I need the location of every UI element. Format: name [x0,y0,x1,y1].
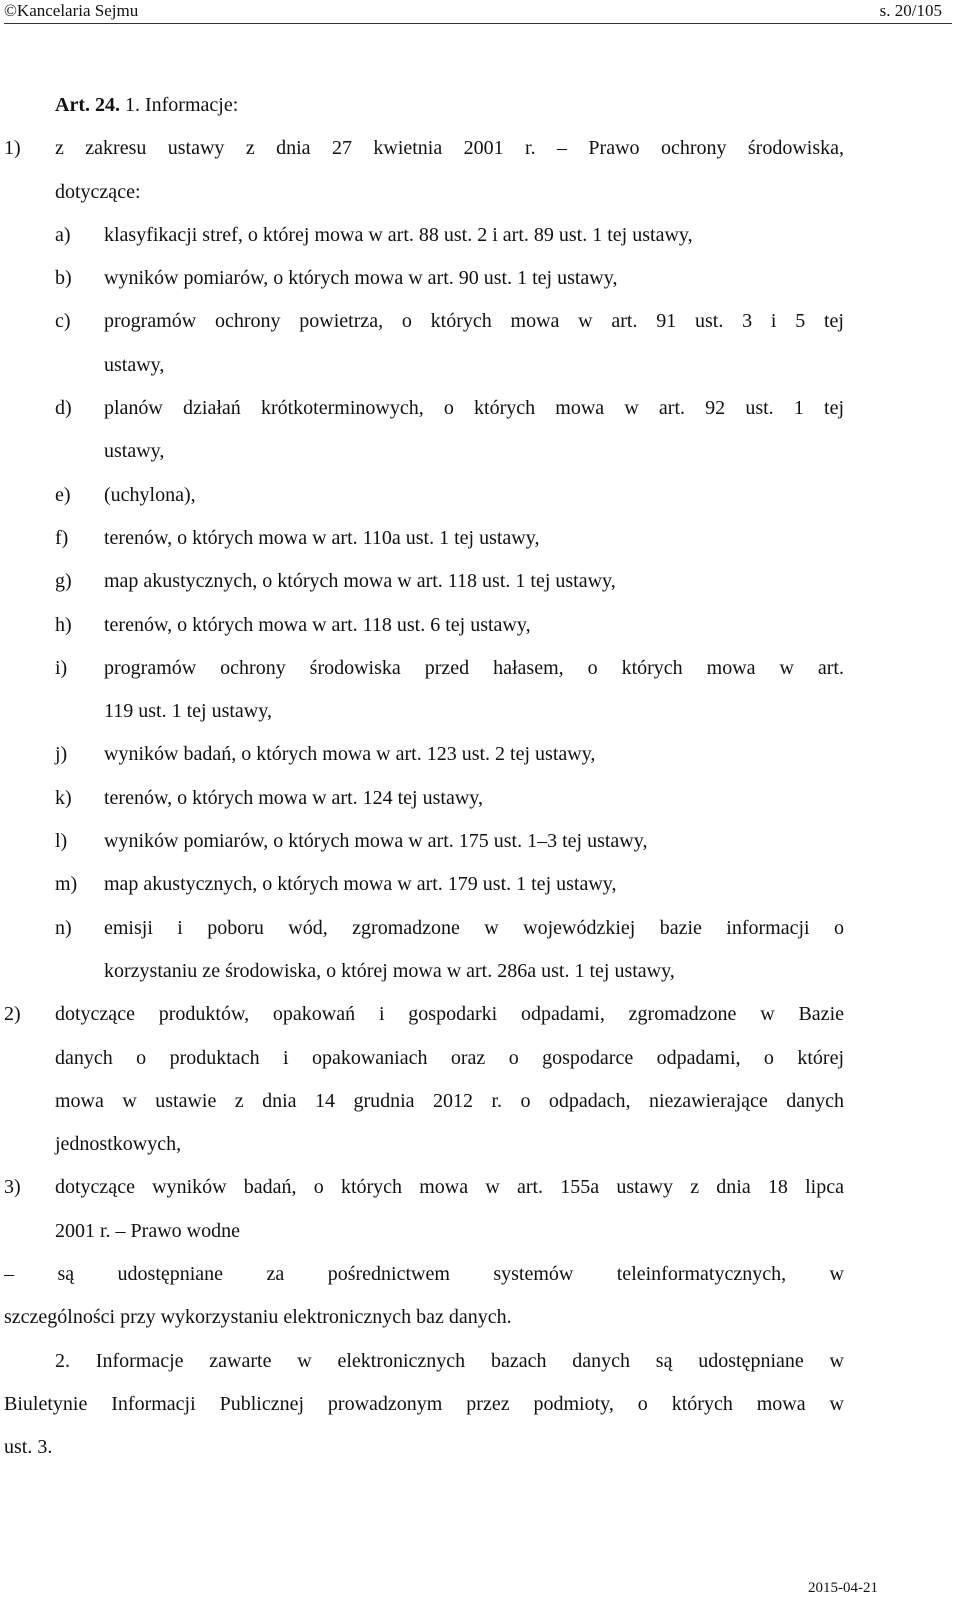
subitem-h [0,604,960,647]
item-3-line-2 [0,1210,960,1253]
item-text: 2001 r. – Prawo wodne [55,1219,240,1242]
subitem-text: (uchylona), [104,483,196,506]
subitem-text: ustawy, [104,440,165,463]
subitem-marker: h) [55,613,72,636]
subitem-text: programów ochrony powietrza, o których mowa w art. 91 ust. 3 i 5 tej [104,310,844,333]
subitem-marker: k) [55,786,72,809]
subitem-text: terenów, o których mowa w art. 118 ust. 6 tej ustawy, [104,613,531,636]
subitem-text: klasyfikacji stref, o której mowa w art. 88 ust. 2 i art. 89 ust. 1 tej ustawy, [104,223,693,246]
item-2-line-4 [0,1123,960,1166]
subitem-e [0,474,960,517]
subitem-i-cont [0,690,960,733]
subitem-m [0,863,960,906]
item-marker: 2) [4,1003,21,1026]
section-text: ust. 3. [4,1436,53,1459]
subitem-b [0,257,960,300]
item-marker: 3) [4,1176,21,1199]
subitem-marker: b) [55,267,72,290]
subitem-text: 119 ust. 1 tej ustawy, [104,700,272,723]
subitem-j [0,733,960,776]
item-2-line-1 [0,993,960,1036]
subitem-n-cont [0,950,960,993]
subitem-marker: i) [55,656,68,679]
subitem-text: korzystaniu ze środowiska, o której mowa w art. 286a ust. 1 tej ustawy, [104,959,675,982]
subitem-text: terenów, o których mowa w art. 124 tej ustawy, [104,786,483,809]
subitem-i [0,647,960,690]
page-header [4,0,952,26]
section-2-line-1 [0,1340,960,1383]
subitem-text: emisji i poboru wód, zgromadzone w wojewódzkiej bazie informacji o [104,916,844,939]
subitem-text: ustawy, [104,353,165,376]
subitem-marker: c) [55,310,71,333]
closing-text: szczególności przy wykorzystaniu elektronicznych baz danych. [4,1306,512,1329]
item-text: danych o produktach i opakowaniach oraz o gospodarce odpadami, o której [55,1046,844,1069]
document-body [0,84,960,1470]
item-text: z zakresu ustawy z dnia 27 kwietnia 2001 r. – Prawo ochrony środowiska, [55,137,844,160]
subitem-text: terenów, o których mowa w art. 110a ust. 1 tej ustawy, [104,526,540,549]
item-1-line-2 [0,171,960,214]
subitem-n [0,907,960,950]
subitem-marker: n) [55,916,72,939]
subitem-d [0,387,960,430]
closing-line-1 [0,1253,960,1296]
header-page-number: s. 20/105 [879,1,942,20]
subitem-g [0,560,960,603]
item-2-line-3 [0,1080,960,1123]
subitem-text: map akustycznych, o których mowa w art. 179 ust. 1 tej ustawy, [104,873,617,896]
subitem-k [0,777,960,820]
section-2-line-3 [0,1426,960,1469]
article-intro: 1. Informacje: [119,94,239,116]
subitem-marker: g) [55,570,72,593]
subitem-text: programów ochrony środowiska przed hałasem, o których mowa w art. [104,656,844,679]
subitem-marker: j) [55,743,68,766]
subitem-d-cont [0,430,960,473]
subitem-a [0,214,960,257]
subitem-f [0,517,960,560]
subitem-marker: f) [55,526,69,549]
subitem-l [0,820,960,863]
subitem-marker: m) [55,873,78,896]
subitem-marker: l) [55,830,68,853]
item-text: mowa w ustawie z dnia 14 grudnia 2012 r. o odpadach, niezawierające danych [55,1089,844,1112]
item-1-line-1 [0,127,960,170]
footer-date: 2015-04-21 [808,1580,878,1596]
item-text: dotyczące produktów, opakowań i gospodarki odpadami, zgromadzone w Bazie [55,1003,844,1026]
subitem-text: wyników pomiarów, o których mowa w art. 175 ust. 1–3 tej ustawy, [104,830,648,853]
header-divider [4,23,952,24]
item-3-line-1 [0,1166,960,1209]
subitem-marker: d) [55,397,72,420]
subitem-text: wyników pomiarów, o których mowa w art. 90 ust. 1 tej ustawy, [104,267,618,290]
closing-line-2 [0,1296,960,1339]
subitem-text: wyników badań, o których mowa w art. 123 ust. 2 tej ustawy, [104,743,596,766]
subitem-text: map akustycznych, o których mowa w art. 118 ust. 1 tej ustawy, [104,570,616,593]
header-copyright: ©Kancelaria Sejmu [4,1,139,20]
item-2-line-2 [0,1037,960,1080]
closing-text: – są udostępniane za pośrednictwem systemów teleinformatycznych, w [4,1263,844,1286]
section-text: 2. Informacje zawarte w elektronicznych bazach danych są udostępniane w [55,1349,844,1372]
item-marker: 1) [4,137,21,160]
subitem-text: planów działań krótkoterminowych, o których mowa w art. 92 ust. 1 tej [104,397,844,420]
article-heading [0,84,960,127]
subitem-c [0,300,960,343]
subitem-marker: a) [55,223,71,246]
item-text: jednostkowych, [55,1133,182,1156]
subitem-marker: e) [55,483,71,506]
item-text: dotyczące wyników badań, o których mowa w art. 155a ustawy z dnia 18 lipca [55,1176,844,1199]
article-label: Art. 24. [55,94,120,116]
item-text: dotyczące: [55,180,141,203]
section-2-line-2 [0,1383,960,1426]
subitem-c-cont [0,344,960,387]
section-text: Biuletynie Informacji Publicznej prowadzonym przez podmioty, o których mowa w [4,1392,844,1415]
